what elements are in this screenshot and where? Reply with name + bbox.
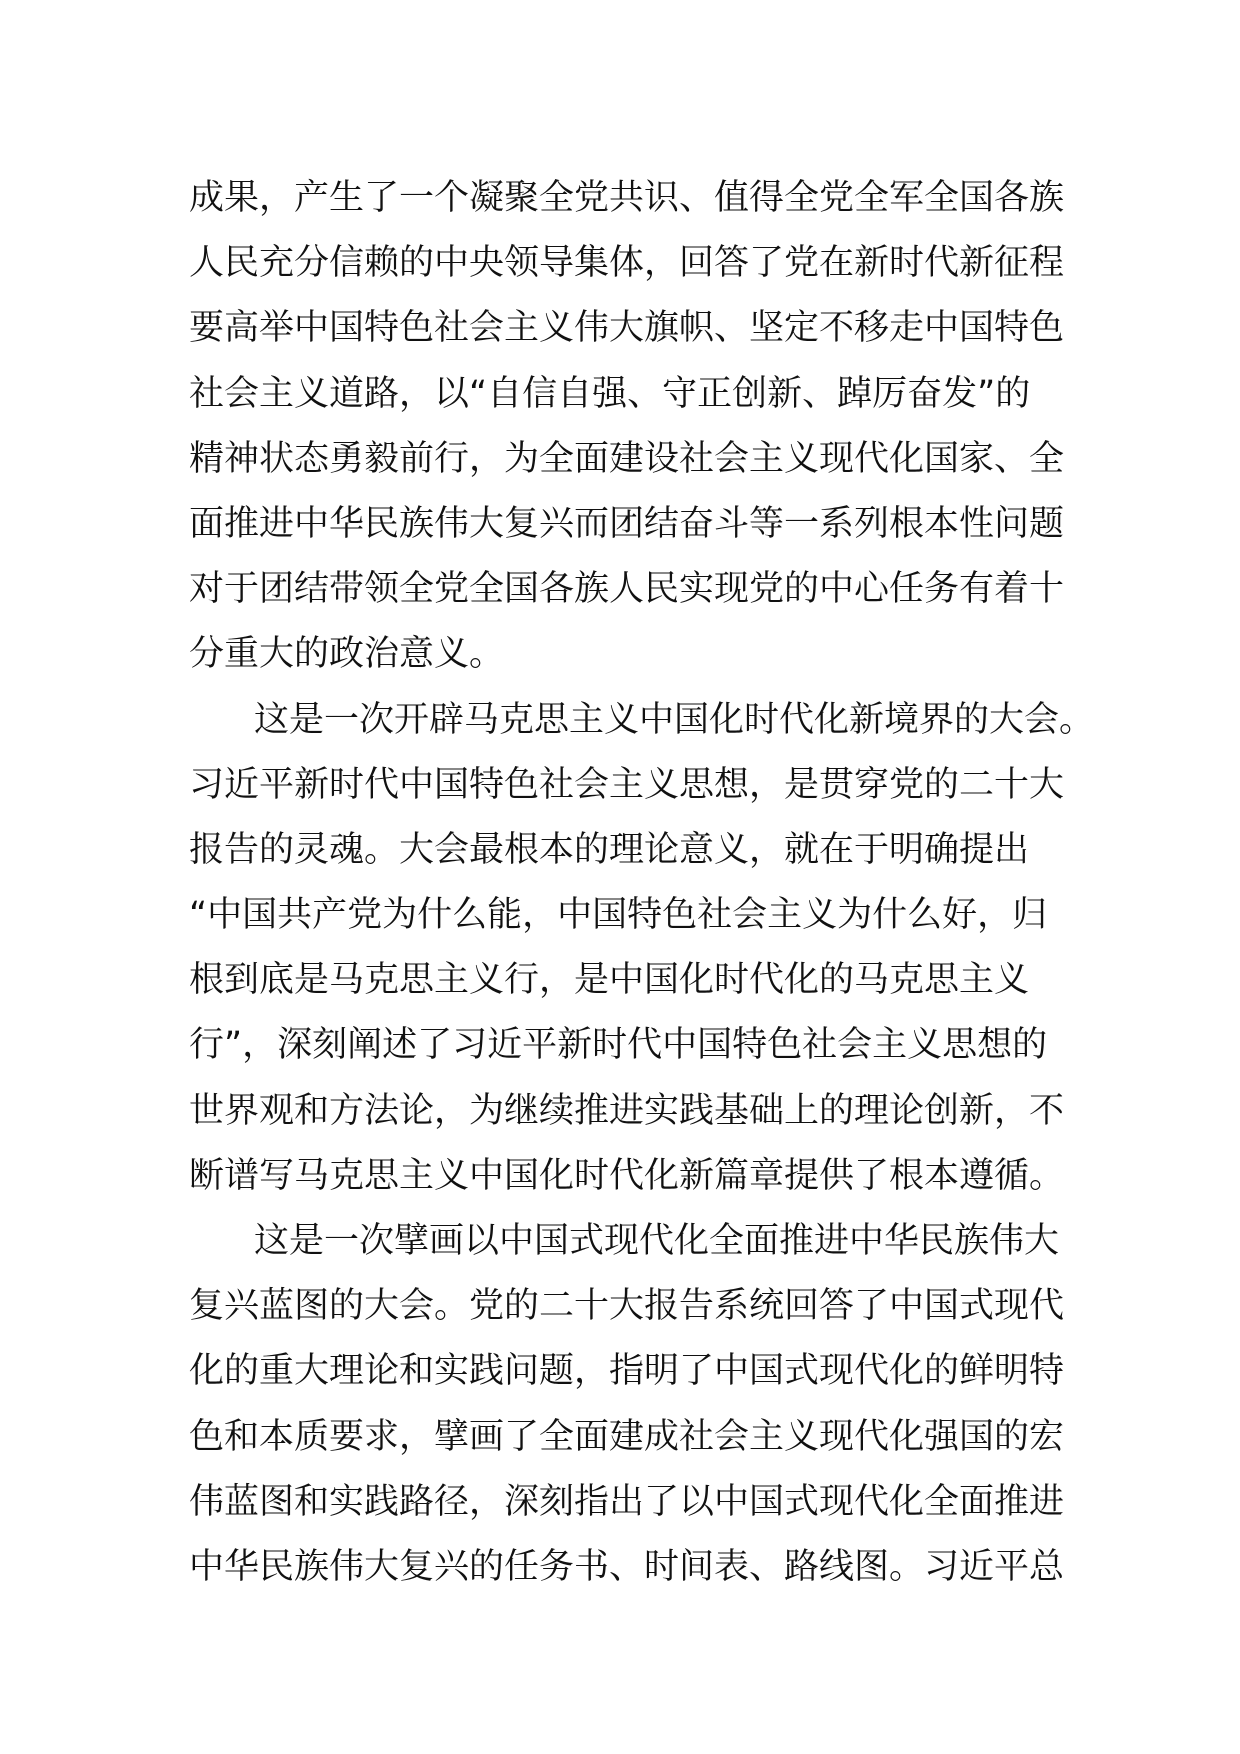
text-line: 这是一次擘画以中国式现代化全面推进中华民族伟大 — [254, 1221, 1060, 1261]
text-line: 色和本质要求，擘画了全面建成社会主义现代化强国的宏 — [189, 1416, 1065, 1457]
text-line: 根到底是马克思主义行，是中国化时代化的马克思主义 — [189, 960, 1030, 1001]
text-line: 社会主义道路，以“自信自强、守正创新、踔厉奋发”的 — [189, 373, 1031, 414]
text-line: 中华民族伟大复兴的任务书、时间表、路线图。习近平总 — [189, 1546, 1065, 1587]
text-line: 精神状态勇毅前行，为全面建设社会主义现代化国家、全 — [189, 438, 1065, 479]
text-line: 习近平新时代中国特色社会主义思想，是贯穿党的二十大 — [189, 764, 1065, 805]
text-line: 面推进中华民族伟大复兴而团结奋斗等一系列根本性问题 — [189, 503, 1065, 544]
text-line: 伟蓝图和实践路径，深刻指出了以中国式现代化全面推进 — [189, 1481, 1065, 1522]
text-line: 复兴蓝图的大会。党的二十大报告系统回答了中国式现代 — [189, 1286, 1065, 1327]
body-text — [189, 166, 1095, 1600]
text-line: 化的重大理论和实践问题，指明了中国式现代化的鲜明特 — [189, 1351, 1065, 1392]
text-line: 要高举中国特色社会主义伟大旗帜、坚定不移走中国特色 — [189, 308, 1065, 349]
text-line: 世界观和方法论，为继续推进实践基础上的理论创新，不 — [189, 1090, 1065, 1131]
text-line: 行”，深刻阐述了习近平新时代中国特色社会主义思想的 — [189, 1025, 1048, 1066]
text-line: 这是一次开辟马克思主义中国化时代化新境界的大会。 — [254, 699, 1095, 740]
text-line: 成果，产生了一个凝聚全党共识、值得全党全军全国各族 — [189, 178, 1065, 218]
text-line: 人民充分信赖的中央领导集体，回答了党在新时代新征程 — [189, 243, 1065, 284]
text-line: 断谱写马克思主义中国化时代化新篇章提供了根本遵循。 — [189, 1155, 1065, 1196]
text-line: “中国共产党为什么能，中国特色社会主义为什么好，归 — [189, 895, 1048, 936]
text-line: 对于团结带领全党全国各族人民实现党的中心任务有着十 — [189, 569, 1065, 610]
text-line: 报告的灵魂。大会最根本的理论意义，就在于明确提出 — [189, 829, 1030, 870]
text-line: 分重大的政治意义。 — [189, 634, 505, 675]
